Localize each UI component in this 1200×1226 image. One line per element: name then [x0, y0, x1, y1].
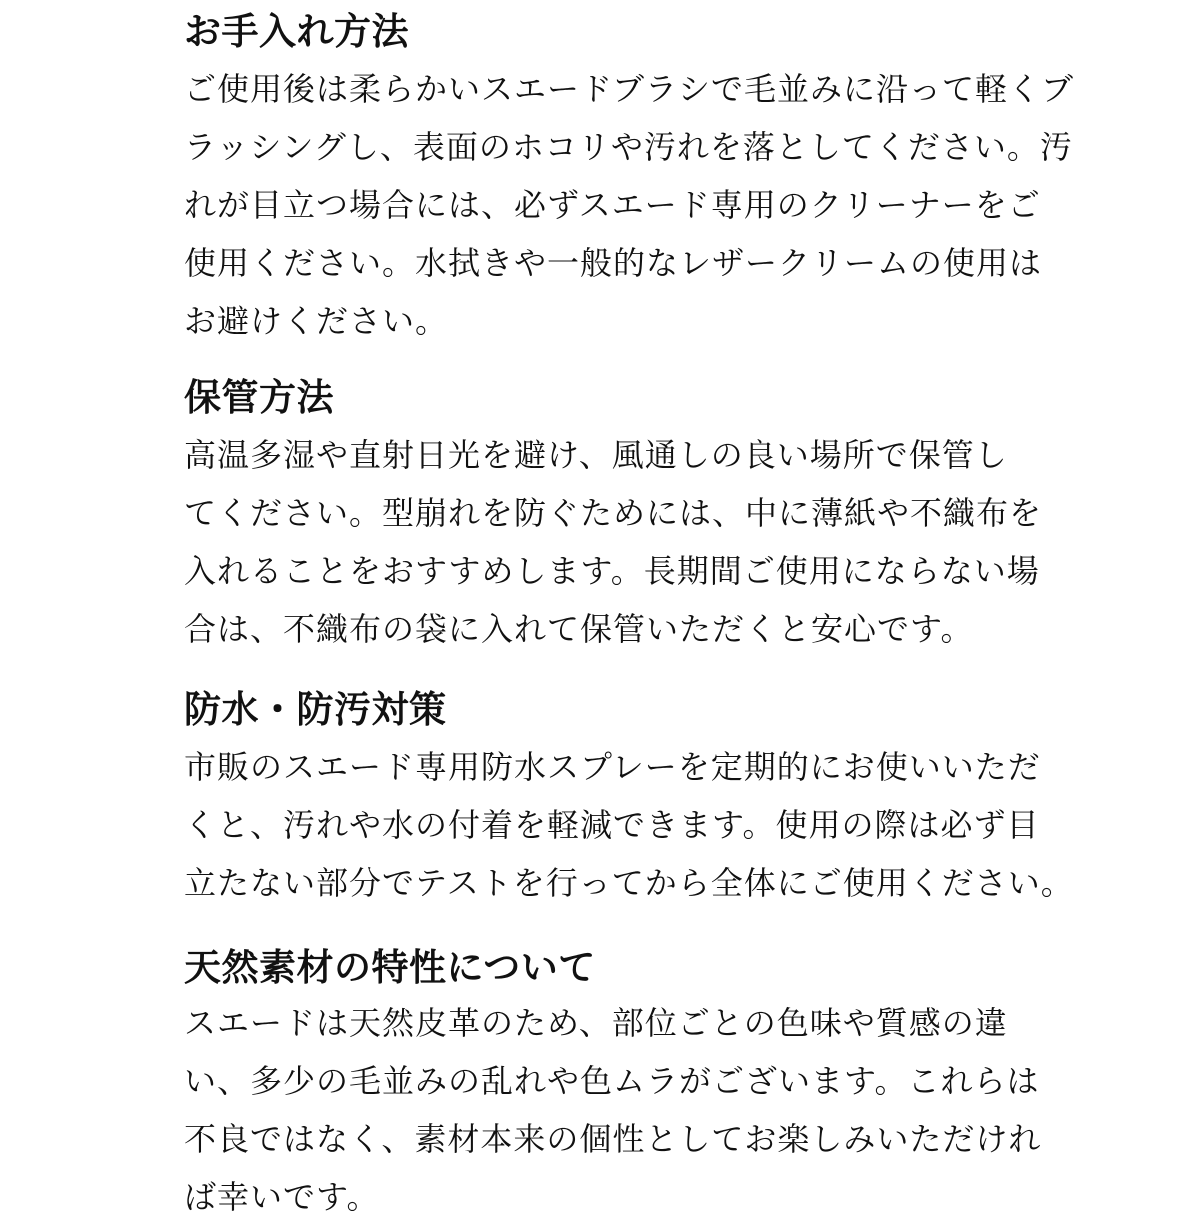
- storage-line: 入れることをおすすめします。長期間ご使用にならない場: [184, 552, 1040, 590]
- waterproof-line: 立たない部分でテストを行ってから全体にご使用ください。: [184, 864, 1074, 902]
- care-heading: お手入れ方法: [184, 10, 409, 53]
- storage-line: 高温多湿や直射日光を避け、風通しの良い場所で保管し: [184, 436, 1008, 474]
- material-section: [184, 946, 1042, 1226]
- waterproof-section: [184, 688, 1074, 912]
- waterproof-heading: 防水・防汚対策: [184, 688, 447, 731]
- care-line: ご使用後は柔らかいスエードブラシで毛並みに沿って軽くブ: [184, 70, 1075, 108]
- storage-heading: 保管方法: [184, 376, 334, 419]
- material-body: [184, 994, 1042, 1226]
- care-line: れが目立つ場合には、必ずスエード専用のクリーナーをご: [184, 186, 1041, 224]
- storage-line: てください。型崩れを防ぐためには、中に薄紙や不織布を: [184, 494, 1043, 532]
- care-line: ラッシングし、表面のホコリや汚れを落としてください。汚: [184, 128, 1073, 166]
- material-line: い、多少の毛並みの乱れや色ムラがございます。これらは: [184, 1062, 1040, 1100]
- material-heading: 天然素材の特性について: [184, 946, 596, 989]
- material-line: ば幸いです。: [184, 1178, 380, 1216]
- storage-section: [184, 376, 1043, 658]
- waterproof-body: [184, 738, 1074, 912]
- waterproof-line: くと、汚れや水の付着を軽減できます。使用の際は必ず目: [184, 806, 1040, 844]
- storage-body: [184, 426, 1043, 658]
- care-body: [184, 60, 1075, 350]
- material-line: スエードは天然皮革のため、部位ごとの色味や質感の違: [184, 1004, 1008, 1042]
- care-section: [184, 10, 1075, 350]
- waterproof-line: 市販のスエード専用防水スプレーを定期的にお使いいただ: [184, 748, 1041, 786]
- material-line: 不良ではなく、素材本来の個性としてお楽しみいただけれ: [184, 1120, 1042, 1158]
- storage-line: 合は、不織布の袋に入れて保管いただくと安心です。: [184, 610, 974, 648]
- care-line: お避けください。: [184, 302, 449, 340]
- care-line: 使用ください。水拭きや一般的なレザークリームの使用は: [184, 244, 1043, 282]
